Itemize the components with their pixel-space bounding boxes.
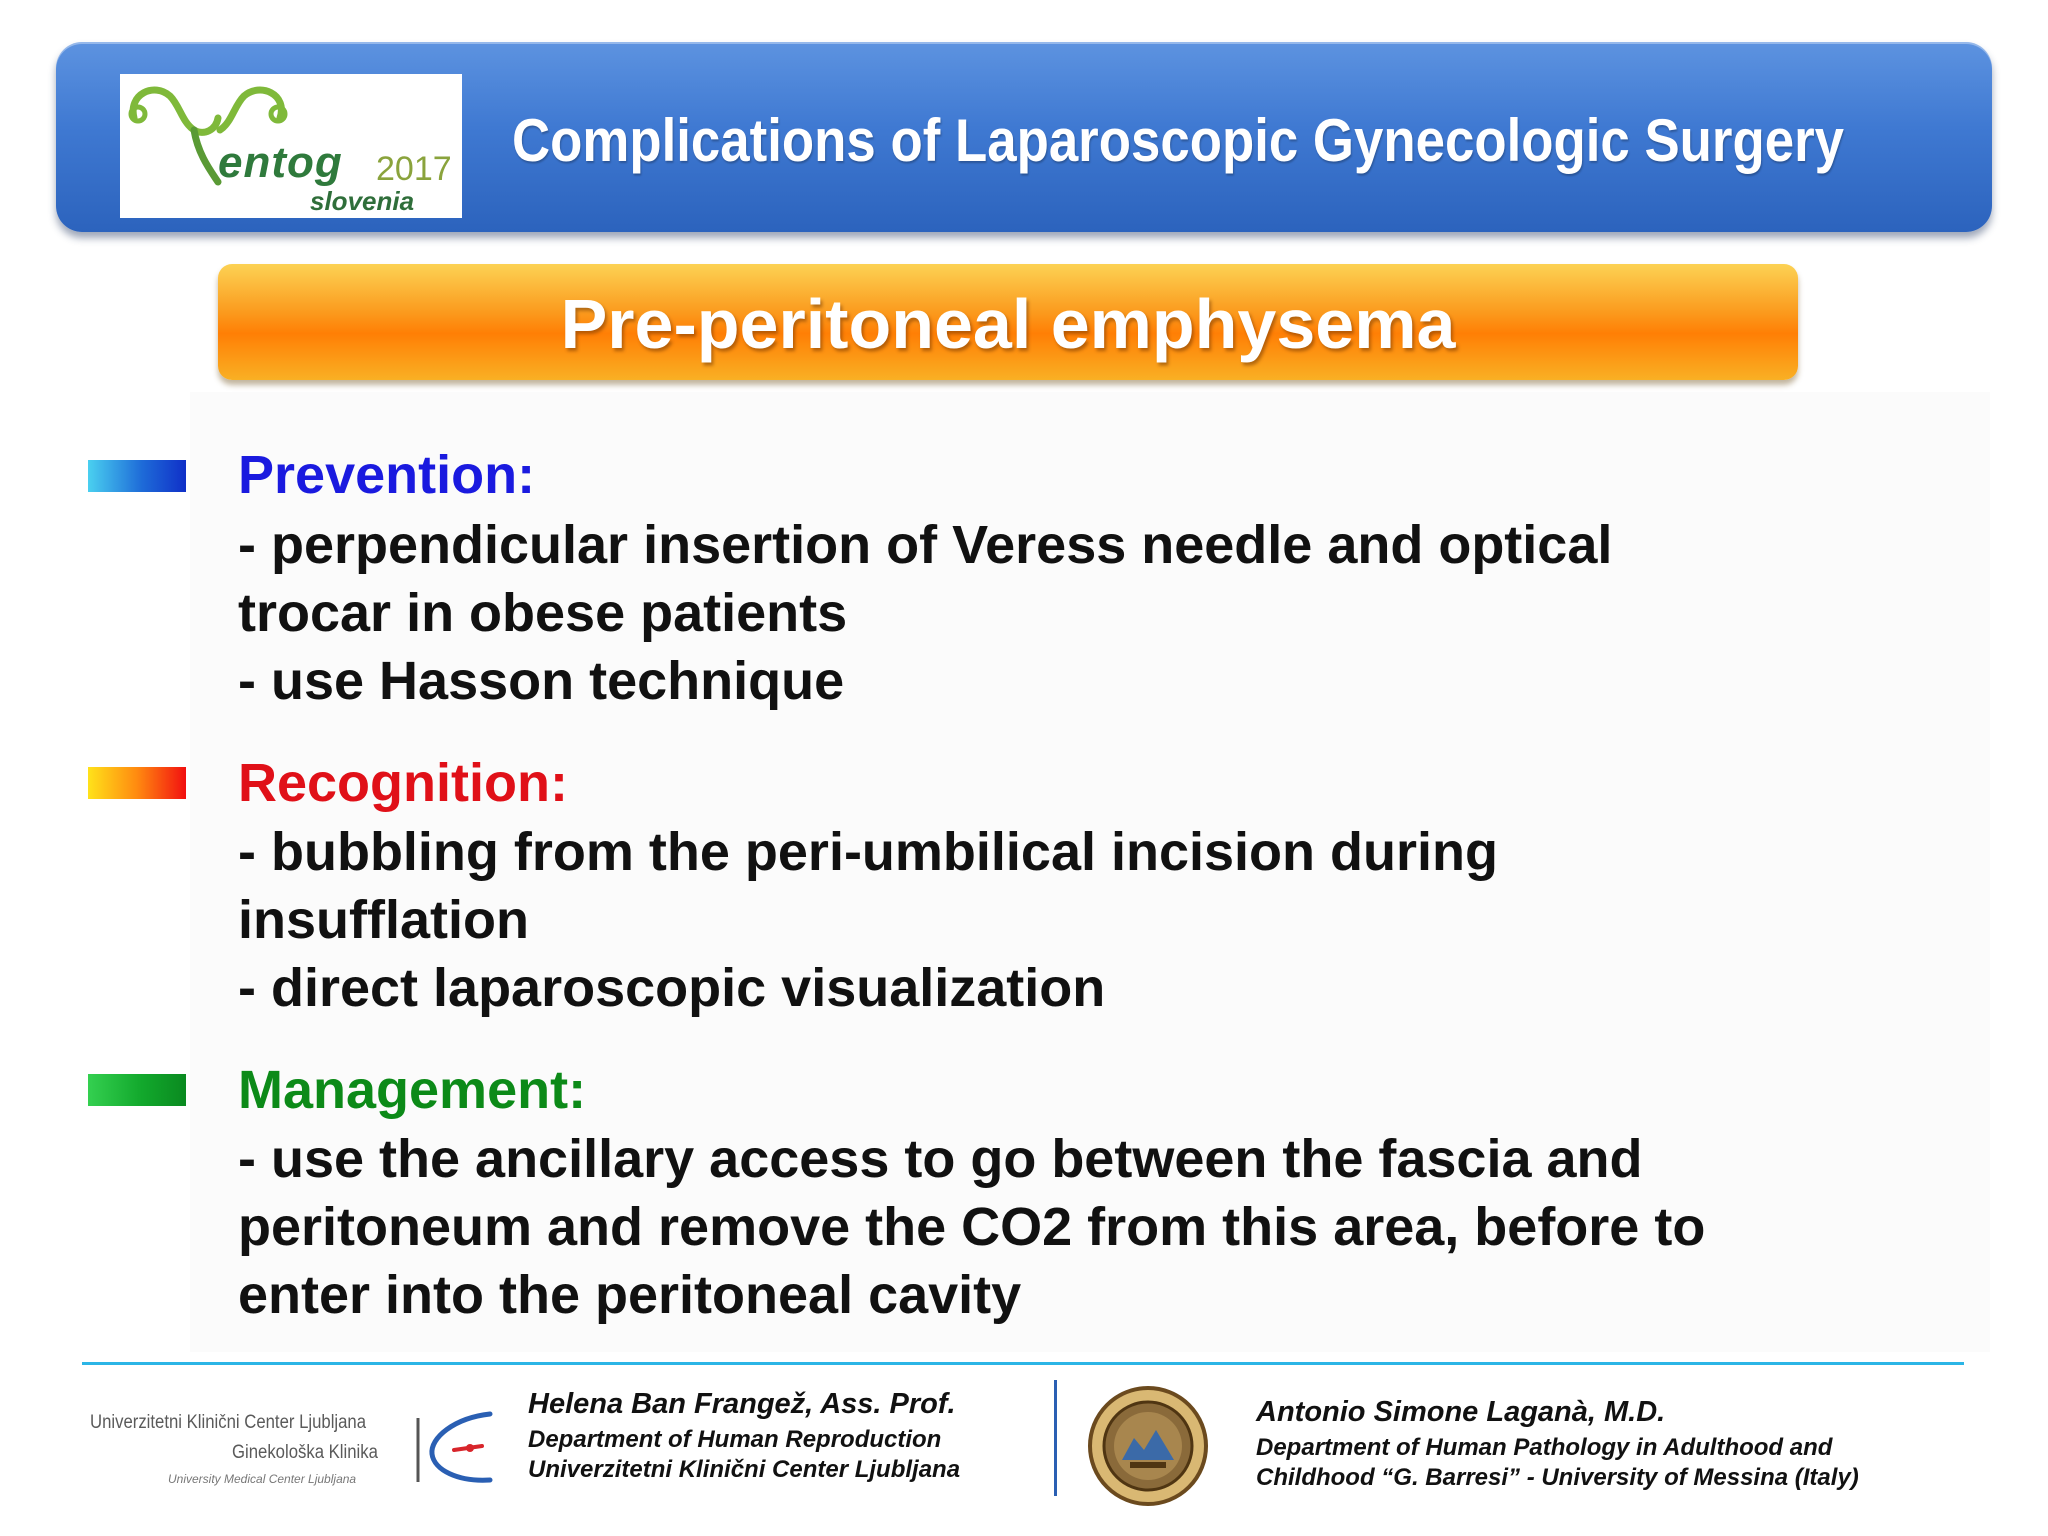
- prevention-line: - use Hasson technique: [238, 651, 845, 711]
- prevention-line: trocar in obese patients: [238, 583, 848, 643]
- topic-banner: [218, 264, 1798, 380]
- management-heading: Management:: [238, 1060, 587, 1120]
- logo-brand-text: entog: [218, 138, 343, 187]
- right-author-dept: Department of Human Pathology in Adulthood and: [1256, 1434, 1833, 1461]
- right-author-institution: Childhood “G. Barresi” - University of Messina (Italy): [1256, 1464, 1859, 1491]
- recognition-line: - direct laparoscopic visualization: [238, 958, 1106, 1018]
- footer-divider-line: [82, 1362, 1964, 1365]
- management-line: enter into the peritoneal cavity: [238, 1265, 1022, 1325]
- left-author-dept: Department of Human Reproduction: [528, 1426, 942, 1453]
- ukc-logo-line2: Ginekološka Klinika: [232, 1442, 378, 1463]
- university-of-messina-seal-icon: [1086, 1384, 1210, 1508]
- prevention-heading: Prevention:: [238, 445, 536, 505]
- slide-header-title: Complications of Laparoscopic Gynecologic Surgery: [512, 107, 1845, 174]
- left-author-name: Helena Ban Frangež, Ass. Prof.: [528, 1388, 956, 1420]
- topic-banner-title: Pre-peritoneal emphysema: [560, 285, 1456, 363]
- footer-vertical-divider: [1054, 1380, 1057, 1496]
- slide-header: [56, 42, 1992, 232]
- recognition-line: insufflation: [238, 890, 529, 950]
- management-line: - use the ancillary access to go between the fascia and: [238, 1129, 1643, 1189]
- logo-country-text: slovenia: [310, 186, 415, 216]
- logo-year-text: 2017: [376, 150, 452, 188]
- right-author-name: Antonio Simone Laganà, M.D.: [1256, 1396, 1666, 1428]
- management-line: peritoneum and remove the CO2 from this area, before to: [238, 1197, 1706, 1257]
- recognition-heading: Recognition:: [238, 753, 568, 813]
- ukc-logo-line1: Univerzitetni Klinični Center Ljubljana: [90, 1412, 367, 1433]
- management-marker-icon: [88, 1074, 186, 1106]
- prevention-line: - perpendicular insertion of Veress needle and optical: [238, 515, 1613, 575]
- recognition-line: - bubbling from the peri-umbilical incision during: [238, 822, 1498, 882]
- recognition-marker-icon: [88, 767, 186, 799]
- ukc-logo-line3: University Medical Center Ljubljana: [168, 1472, 357, 1486]
- entog-logo: [120, 74, 462, 218]
- ukc-logo-mark-icon: [404, 1406, 494, 1490]
- left-author-institution: Univerzitetni Klinični Center Ljubljana: [528, 1456, 961, 1483]
- prevention-marker-icon: [88, 460, 186, 492]
